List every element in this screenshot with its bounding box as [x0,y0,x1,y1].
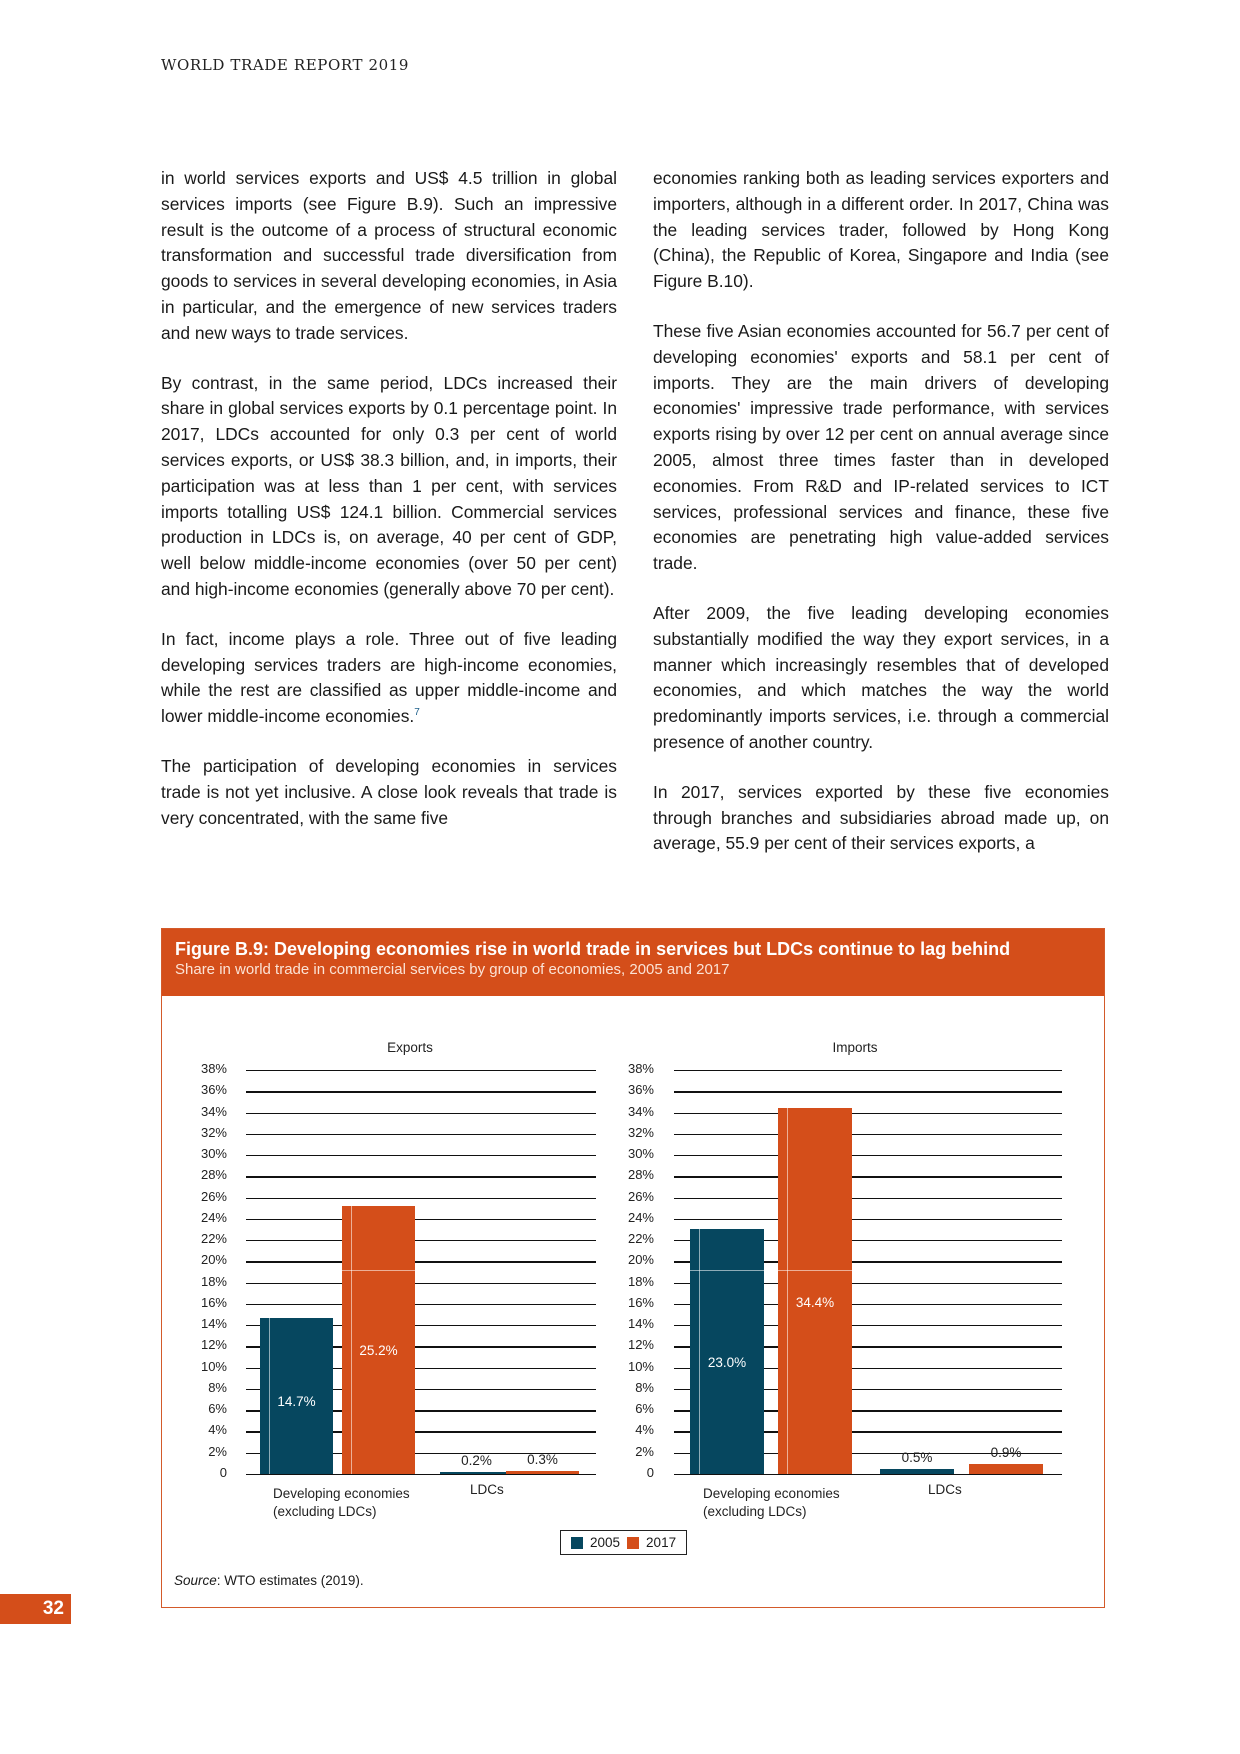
y-axis-tick: 16% [200,1294,227,1310]
y-axis-tick: 6% [208,1401,227,1417]
y-axis-tick: 34% [627,1103,654,1119]
y-axis-tick: 20% [200,1252,227,1268]
gridline [674,1155,1062,1156]
source-text: : WTO estimates (2019). [216,1573,364,1588]
gridline [674,1091,1062,1092]
y-axis-tick: 34% [200,1103,227,1119]
imports-chart-title: Imports [832,1040,878,1055]
gridline [246,1304,596,1305]
exports-value-label: 14.7% [277,1394,316,1410]
imports-category-developing [703,1485,840,1521]
paragraph-text: In fact, income plays a role. Three out of five leading developing services traders are high-income economies, while the rest are classified as upper middle-income and lower middle-income economies. [161,628,617,727]
exports-bar-ldc-2017 [506,1471,579,1474]
y-axis-tick: 36% [200,1082,227,1098]
y-axis-tick: 24% [627,1209,654,1225]
gridline [246,1240,596,1241]
legend-label-2017: 2017 [646,1535,677,1550]
imports-value-label: 34.4% [795,1295,835,1311]
y-axis-tick: 12% [200,1337,227,1353]
gridline [246,1070,596,1071]
bar-highlight [260,1270,333,1271]
gridline [246,1134,596,1135]
category-label: Developing economies [273,1486,410,1501]
bar-highlight [787,1108,788,1474]
bar-highlight [342,1270,415,1271]
gridline [674,1219,1062,1220]
exports-bar-dev-2017 [342,1206,415,1474]
y-axis-tick: 12% [627,1337,654,1353]
paragraph: economies ranking both as leading services exporters and importers, although in a different order. In 2017, China was the leading services trader, followed by Hong Kong (China), the Republic of Korea, Singapore and India (see Figure B.10). [653,168,1109,292]
gridline [246,1283,596,1284]
y-axis-tick: 0 [646,1465,654,1480]
imports-value-label: 23.0% [707,1354,747,1370]
y-axis-tick: 22% [627,1231,654,1247]
imports-bar-dev-2017 [778,1108,852,1474]
y-axis-tick: 36% [627,1082,654,1098]
gridline [674,1198,1062,1199]
y-axis-tick: 10% [200,1358,227,1374]
exports-category-developing [273,1485,410,1521]
figure-source [174,1573,364,1588]
exports-category-ldcs: LDCs [470,1482,504,1497]
bar-highlight [699,1229,700,1474]
legend-swatch-2017 [627,1537,639,1549]
y-axis-tick: 10% [627,1358,654,1374]
gridline [246,1198,596,1199]
paragraph: After 2009, the five leading developing economies substantially modified the way they export services, in a manner which increasingly resembles that of developed economies, and which matches the way the world predominantly imports services, i.e. through a commercial presence of another country. [653,602,1109,752]
y-axis-tick: 14% [200,1316,227,1332]
exports-value-label: 0.3% [527,1451,558,1467]
y-axis-tick: 30% [627,1146,654,1162]
legend-swatch-2005 [571,1537,583,1549]
y-axis-tick: 2% [208,1443,227,1459]
paragraph: By contrast, in the same period, LDCs increased their share in global services exports by 0.1 percentage point. In 2017, LDCs accounted for only 0.3 per cent of world services exports, or US$ 38.3 billion, and, in imports, their participation was at less than 1 per cent, with services imports totalling US$ 124.1 billion. Commercial services production in LDCs is, on average, 40 per cent of GDP, well below middle-income economies (over 50 per cent) and high-income economies (generally above 70 per cent). [161,372,617,599]
paragraph: in world services exports and US$ 4.5 trillion in global services imports (see Figure B.9). Such an impressive result is the outcome of a process of structural economic transformation and successful trade diversification from goods to services in several developing economies, in Asia in particular, and the emergence of new services traders and new ways to trade services. [161,168,617,343]
paragraph [161,627,617,730]
figure-subtitle: Share in world trade in commercial services by group of economies, 2005 and 2017 [175,961,730,978]
imports-value-label: 0.9% [990,1445,1022,1461]
gridline [674,1134,1062,1135]
y-axis-tick: 16% [627,1294,654,1310]
imports-category-ldcs: LDCs [928,1482,962,1497]
y-axis-tick: 32% [627,1124,654,1140]
gridline [674,1176,1062,1177]
bar-highlight [778,1270,852,1271]
imports-value-label: 0.5% [901,1449,933,1465]
y-axis-tick: 8% [208,1379,227,1395]
source-label: Source [174,1573,217,1588]
y-axis-tick: 14% [627,1316,654,1332]
running-header: WORLD TRADE REPORT 2019 [161,56,410,74]
chart-legend [560,1530,687,1555]
y-axis-tick: 38% [200,1061,227,1076]
figure-title: Figure B.9: Developing economies rise in world trade in services but LDCs continue to lag behind [175,939,1011,959]
paragraph: The participation of developing economies in services trade is not yet inclusive. A close look reveals that trade is very concentrated, with the same five [161,755,617,828]
y-axis-tick: 26% [200,1188,227,1204]
bar-highlight [690,1270,764,1271]
footnote-link[interactable]: 7 [414,707,420,719]
imports-bar-ldc-2005 [880,1469,954,1474]
gridline [674,1070,1062,1071]
y-axis-tick: 28% [627,1167,654,1183]
legend-label-2005: 2005 [590,1535,621,1550]
y-axis-tick: 22% [200,1231,227,1247]
category-label: Developing economies [703,1486,840,1501]
y-axis-tick: 4% [208,1422,227,1438]
gridline [246,1091,596,1092]
left-column [161,166,617,855]
y-axis-tick: 32% [200,1124,227,1140]
gridline [246,1176,596,1177]
gridline [246,1219,596,1220]
y-axis-tick: 24% [200,1209,227,1225]
bar-highlight [351,1206,352,1474]
figure-header [162,929,1104,996]
y-axis-tick: 20% [627,1252,654,1268]
right-column [653,166,1109,881]
gridline [674,1113,1062,1114]
paragraph: These five Asian economies accounted for 56.7 per cent of developing economies' exports and 58.1 per cent of imports. They are the main drivers of developing economies' impressive trade performance, with services exports rising by over 12 per cent on annual average since 2005, almost three times faster than in developed economies. From R&D and IP-related services to ICT services, professional services and finance, these five economies are penetrating high value-added services trade. [653,320,1109,574]
imports-bar-ldc-2017 [969,1464,1043,1474]
y-axis-tick: 2% [635,1443,654,1459]
y-axis-tick: 26% [627,1188,654,1204]
gridline [246,1261,596,1262]
imports-bar-dev-2005 [690,1229,764,1474]
y-axis-tick: 4% [635,1422,654,1438]
gridline [674,1474,1062,1475]
y-axis-tick: 28% [200,1167,227,1183]
y-axis-tick: 30% [200,1146,227,1162]
category-sublabel: (excluding LDCs) [273,1504,377,1519]
exports-value-label: 0.2% [461,1452,492,1468]
y-axis-tick: 18% [200,1273,227,1289]
exports-bar-ldc-2005 [440,1472,513,1474]
y-axis-tick: 18% [627,1273,654,1289]
y-axis-tick: 0 [219,1465,227,1480]
gridline [246,1113,596,1114]
page-number: 32 [0,1594,71,1624]
exports-value-label: 25.2% [359,1343,398,1359]
y-axis-tick: 38% [627,1061,654,1076]
y-axis-tick: 6% [635,1401,654,1417]
gridline [246,1155,596,1156]
y-axis-tick: 8% [635,1379,654,1395]
exports-chart-title: Exports [387,1040,433,1055]
paragraph: In 2017, services exported by these five economies through branches and subsidiaries abroad made up, on average, 55.9 per cent of their services exports, a [653,781,1109,854]
gridline [246,1474,596,1475]
category-sublabel: (excluding LDCs) [703,1504,807,1519]
